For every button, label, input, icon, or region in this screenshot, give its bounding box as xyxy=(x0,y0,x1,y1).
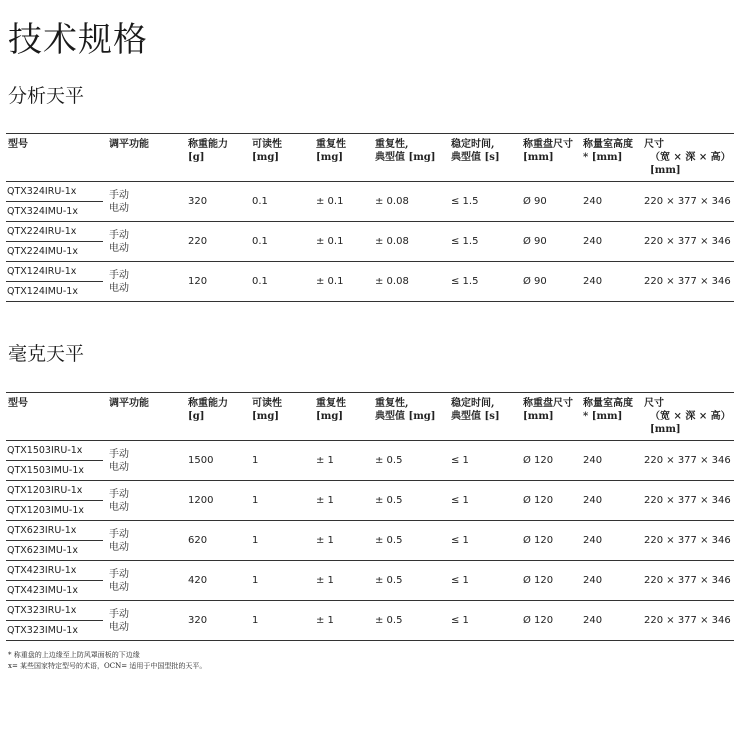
repeatability-typ-value: ± 0.08 xyxy=(375,236,409,247)
repeatability-typ-value: ± 0.08 xyxy=(375,276,409,287)
page-title: 技术规格 xyxy=(8,20,148,60)
stabilization-value: ≤ 1 xyxy=(451,455,469,466)
column-header-line: 称量室高度 xyxy=(583,398,633,409)
pan-size-value: Ø 120 xyxy=(523,455,554,466)
leveling-mode: 手动 xyxy=(109,488,129,500)
column-header-capacity xyxy=(186,134,250,182)
column-header-repeatability xyxy=(314,393,373,441)
column-header-line: 称量室高度 xyxy=(583,139,633,150)
column-header-line: 重复性, xyxy=(375,398,409,409)
table-row xyxy=(6,521,734,561)
column-header-line: 典型值 [s] xyxy=(451,152,500,163)
model-name: QTX224IRU-1x xyxy=(6,222,103,242)
column-header-line: 称重盘尺寸 xyxy=(523,398,573,409)
model-name: QTX623IMU-1x xyxy=(7,545,78,556)
chamber-height-value: 240 xyxy=(583,535,603,546)
leveling-cell xyxy=(107,262,186,302)
capacity-value: 620 xyxy=(188,535,208,546)
stabilization-value: ≤ 1 xyxy=(451,535,469,546)
table-row xyxy=(6,182,734,222)
column-header-pan-size xyxy=(521,134,581,182)
leveling-cell xyxy=(107,222,186,262)
model-name: QTX324IRU-1x xyxy=(6,182,103,202)
column-header-line: [mg] xyxy=(252,152,280,163)
model-name: QTX423IRU-1x xyxy=(6,561,103,581)
model-cell xyxy=(6,182,107,222)
leveling-mode: 手动 xyxy=(109,568,129,580)
column-header-line: [mg] xyxy=(316,411,344,422)
section-title-analytical: 分析天平 xyxy=(8,85,85,107)
pan-size-value: Ø 120 xyxy=(523,495,554,506)
column-header-dimensions xyxy=(642,134,734,182)
column-header-line: （宽 × 深 × 高） xyxy=(650,152,731,163)
column-header-capacity xyxy=(186,393,250,441)
repeatability-typ-value: ± 0.5 xyxy=(375,455,403,466)
column-header-stabilization xyxy=(449,393,521,441)
dimensions-value: 220 × 377 × 346 xyxy=(644,535,731,546)
model-cell xyxy=(6,601,107,641)
capacity-value: 320 xyxy=(188,196,208,207)
capacity-value: 1500 xyxy=(188,455,214,466)
column-header-line: 重复性 xyxy=(316,398,346,409)
stabilization-value: ≤ 1.5 xyxy=(451,276,479,287)
column-header-line: [g] xyxy=(188,411,205,422)
dimensions-value: 220 × 377 × 346 xyxy=(644,236,731,247)
column-header-line: 调平功能 xyxy=(109,139,149,150)
readability-value: 1 xyxy=(252,615,259,626)
model-name: QTX623IRU-1x xyxy=(6,521,103,541)
model-cell xyxy=(6,441,107,481)
table-row xyxy=(6,262,734,302)
column-header-line: 可读性 xyxy=(252,398,282,409)
chamber-height-value: 240 xyxy=(583,455,603,466)
pan-size-value: Ø 90 xyxy=(523,276,547,287)
readability-value: 1 xyxy=(252,455,259,466)
header-row xyxy=(6,134,734,182)
column-header-leveling xyxy=(107,393,186,441)
footnotes xyxy=(8,650,206,672)
repeatability-typ-value: ± 0.5 xyxy=(375,615,403,626)
readability-value: 0.1 xyxy=(252,196,268,207)
column-header-stabilization xyxy=(449,134,521,182)
dimensions-value: 220 × 377 × 346 xyxy=(644,495,731,506)
section-title-milligram: 毫克天平 xyxy=(8,343,85,365)
column-header-line: [g] xyxy=(188,152,205,163)
header-row xyxy=(6,393,734,441)
repeatability-value: ± 0.1 xyxy=(316,276,344,287)
dimensions-value: 220 × 377 × 346 xyxy=(644,276,731,287)
chamber-height-value: 240 xyxy=(583,495,603,506)
leveling-cell xyxy=(107,561,186,601)
column-header-line: 称重能力 xyxy=(188,139,228,150)
column-header-line: 尺寸 xyxy=(644,139,664,150)
repeatability-value: ± 1 xyxy=(316,495,334,506)
repeatability-typ-value: ± 0.08 xyxy=(375,196,409,207)
leveling-cell xyxy=(107,441,186,481)
column-header-chamber-height xyxy=(581,134,642,182)
chamber-height-value: 240 xyxy=(583,276,603,287)
column-header-line: * [mm] xyxy=(583,152,623,163)
leveling-mode: 手动 xyxy=(109,229,129,241)
column-header-line: 型号 xyxy=(8,139,28,150)
model-cell xyxy=(6,222,107,262)
column-header-pan-size xyxy=(521,393,581,441)
column-header-line: 型号 xyxy=(8,398,28,409)
capacity-value: 220 xyxy=(188,236,208,247)
model-name: QTX324IMU-1x xyxy=(7,206,78,217)
dimensions-value: 220 × 377 × 346 xyxy=(644,615,731,626)
chamber-height-value: 240 xyxy=(583,236,603,247)
column-header-line: [mg] xyxy=(316,152,344,163)
stabilization-value: ≤ 1 xyxy=(451,575,469,586)
repeatability-value: ± 1 xyxy=(316,535,334,546)
model-name: QTX124IMU-1x xyxy=(7,286,78,297)
leveling-cell xyxy=(107,481,186,521)
leveling-mode: 电动 xyxy=(109,621,129,633)
pan-size-value: Ø 120 xyxy=(523,615,554,626)
column-header-leveling xyxy=(107,134,186,182)
dimensions-value: 220 × 377 × 346 xyxy=(644,575,731,586)
repeatability-typ-value: ± 0.5 xyxy=(375,575,403,586)
model-name: QTX1203IRU-1x xyxy=(6,481,103,501)
model-name: QTX1203IMU-1x xyxy=(7,505,85,516)
column-header-model xyxy=(6,134,107,182)
leveling-mode: 电动 xyxy=(109,282,129,294)
column-header-line: 典型值 [mg] xyxy=(375,152,436,163)
column-header-dimensions xyxy=(642,393,734,441)
repeatability-value: ± 0.1 xyxy=(316,236,344,247)
column-header-line: 典型值 [mg] xyxy=(375,411,436,422)
model-name: QTX1503IRU-1x xyxy=(6,441,103,461)
leveling-mode: 电动 xyxy=(109,541,129,553)
model-cell xyxy=(6,481,107,521)
column-header-line: [mm] xyxy=(650,424,681,435)
readability-value: 1 xyxy=(252,535,259,546)
model-cell xyxy=(6,521,107,561)
leveling-mode: 手动 xyxy=(109,269,129,281)
leveling-mode: 手动 xyxy=(109,189,129,201)
repeatability-value: ± 1 xyxy=(316,455,334,466)
model-name: QTX323IRU-1x xyxy=(6,601,103,621)
leveling-mode: 手动 xyxy=(109,448,129,460)
table-row xyxy=(6,441,734,481)
repeatability-typ-value: ± 0.5 xyxy=(375,495,403,506)
stabilization-value: ≤ 1 xyxy=(451,495,469,506)
column-header-line: [mm] xyxy=(523,411,554,422)
repeatability-value: ± 1 xyxy=(316,615,334,626)
column-header-line: 称重盘尺寸 xyxy=(523,139,573,150)
repeatability-value: ± 0.1 xyxy=(316,196,344,207)
column-header-readability xyxy=(250,393,314,441)
chamber-height-value: 240 xyxy=(583,615,603,626)
pan-size-value: Ø 120 xyxy=(523,535,554,546)
dimensions-value: 220 × 377 × 346 xyxy=(644,196,731,207)
stabilization-value: ≤ 1.5 xyxy=(451,236,479,247)
leveling-mode: 电动 xyxy=(109,242,129,254)
column-header-line: [mg] xyxy=(252,411,280,422)
column-header-line: [mm] xyxy=(523,152,554,163)
pan-size-value: Ø 90 xyxy=(523,196,547,207)
table-row xyxy=(6,222,734,262)
column-header-line: * [mm] xyxy=(583,411,623,422)
readability-value: 1 xyxy=(252,575,259,586)
table-row xyxy=(6,481,734,521)
stabilization-value: ≤ 1.5 xyxy=(451,196,479,207)
column-header-line: 典型值 [s] xyxy=(451,411,500,422)
model-cell xyxy=(6,561,107,601)
column-header-line: 重复性, xyxy=(375,139,409,150)
model-cell xyxy=(6,262,107,302)
leveling-mode: 电动 xyxy=(109,581,129,593)
readability-value: 0.1 xyxy=(252,236,268,247)
chamber-height-value: 240 xyxy=(583,575,603,586)
column-header-line: 尺寸 xyxy=(644,398,664,409)
model-name: QTX1503IMU-1x xyxy=(7,465,85,476)
footnote-terms: x= 某些国家特定型号的术语，OCN= 适用于中国型批的天平。 xyxy=(8,662,207,670)
table-row xyxy=(6,601,734,641)
pan-size-value: Ø 120 xyxy=(523,575,554,586)
pan-size-value: Ø 90 xyxy=(523,236,547,247)
column-header-line: 可读性 xyxy=(252,139,282,150)
readability-value: 1 xyxy=(252,495,259,506)
stabilization-value: ≤ 1 xyxy=(451,615,469,626)
leveling-mode: 电动 xyxy=(109,501,129,513)
repeatability-value: ± 1 xyxy=(316,575,334,586)
leveling-cell xyxy=(107,601,186,641)
leveling-cell xyxy=(107,182,186,222)
model-name: QTX124IRU-1x xyxy=(6,262,103,282)
spec-table-analytical xyxy=(6,133,734,302)
table-row xyxy=(6,561,734,601)
spec-table-milligram xyxy=(6,392,734,641)
column-header-repeatability-typ xyxy=(373,134,449,182)
leveling-cell xyxy=(107,521,186,561)
leveling-mode: 手动 xyxy=(109,608,129,620)
column-header-line: 稳定时间, xyxy=(451,139,495,150)
column-header-readability xyxy=(250,134,314,182)
model-name: QTX423IMU-1x xyxy=(7,585,78,596)
dimensions-value: 220 × 377 × 346 xyxy=(644,455,731,466)
repeatability-typ-value: ± 0.5 xyxy=(375,535,403,546)
column-header-repeatability xyxy=(314,134,373,182)
column-header-repeatability-typ xyxy=(373,393,449,441)
model-name: QTX323IMU-1x xyxy=(7,625,78,636)
column-header-chamber-height xyxy=(581,393,642,441)
column-header-line: 调平功能 xyxy=(109,398,149,409)
column-header-line: 稳定时间, xyxy=(451,398,495,409)
column-header-line: 称重能力 xyxy=(188,398,228,409)
capacity-value: 1200 xyxy=(188,495,214,506)
column-header-line: 重复性 xyxy=(316,139,346,150)
leveling-mode: 电动 xyxy=(109,461,129,473)
capacity-value: 420 xyxy=(188,575,208,586)
readability-value: 0.1 xyxy=(252,276,268,287)
model-name: QTX224IMU-1x xyxy=(7,246,78,257)
column-header-model xyxy=(6,393,107,441)
capacity-value: 320 xyxy=(188,615,208,626)
footnote-chamber-height: * 称重盘的上边缘至上防风罩面板的下边缘 xyxy=(8,651,140,659)
leveling-mode: 电动 xyxy=(109,202,129,214)
capacity-value: 120 xyxy=(188,276,208,287)
column-header-line: [mm] xyxy=(650,165,681,176)
column-header-line: （宽 × 深 × 高） xyxy=(650,411,731,422)
leveling-mode: 手动 xyxy=(109,528,129,540)
chamber-height-value: 240 xyxy=(583,196,603,207)
